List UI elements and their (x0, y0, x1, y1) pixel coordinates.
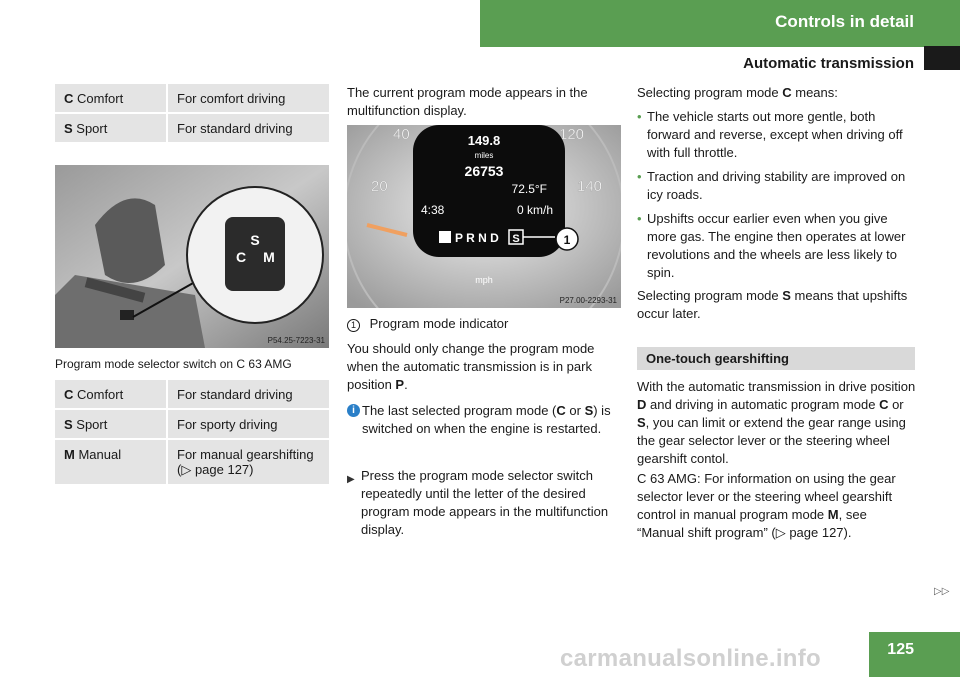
legend-item: 1 Program mode indicator (347, 315, 621, 333)
header-band (480, 0, 960, 46)
bullet-dot-icon: • (637, 169, 642, 184)
speed-readout: 0 km/h (516, 203, 553, 217)
intro-text: The current program mode appears in the multifunction display. (347, 85, 588, 118)
header-tab-marker (924, 46, 960, 70)
table-row: M Manual For manual gearshifting (▷ page 127) (55, 440, 329, 486)
gauge-40: 40 (393, 126, 410, 143)
park-note: You should only change the program mode when the automatic transmission is in park position P. (347, 341, 595, 392)
table-row: S Sport For standard driving (55, 114, 329, 144)
step-arrow-icon: ▶ (347, 474, 355, 485)
bullet-item: • Upshifts occur earlier even when you give more gas. The engine then operates at lower revolutions and the wheels are less likely to spin. (637, 211, 906, 280)
table-row: S Sport For sporty driving (55, 410, 329, 440)
table-row: C Comfort For standard driving (55, 380, 329, 410)
instrument-cluster-photo (347, 125, 621, 308)
gear-indicator: P R N D (455, 231, 499, 245)
odometer-unit: miles (474, 151, 494, 160)
header-rule (480, 46, 960, 47)
instruction-step: ▶ Press the program mode selector switch repeatedly until the letter of the desired program mode appears in the multifunction display. (347, 468, 609, 537)
page-number-box (869, 632, 960, 677)
gauge-120: 120 (559, 126, 585, 143)
switch-s-label: S (250, 232, 260, 248)
speed-unit: mph (475, 275, 493, 285)
section-heading-bar: One-touch gearshifting (637, 347, 915, 370)
mode-s-text: Selecting program mode S means that upshifts occur later. (637, 288, 908, 321)
callout-number: 1 (563, 233, 571, 247)
photo-caption: Program mode selector switch on C 63 AMG (55, 357, 292, 371)
bullet-item: • Traction and driving stability are improved on icy roads. (637, 169, 906, 202)
table-row: C Comfort For comfort driving (55, 84, 329, 114)
photo-code: P54.25-7223-31 (267, 336, 325, 345)
bullet-item: • The vehicle starts out more gentle, both forward and reverse, except when driving off with full throttle. (637, 109, 903, 160)
temperature: 72.5°F (511, 182, 547, 196)
odometer-value: 149.8 (467, 133, 501, 148)
page-ref-link[interactable]: (▷ page 127) (177, 462, 254, 477)
bullet-dot-icon: • (637, 109, 642, 124)
selector-switch-photo (55, 165, 329, 348)
amg-paragraph: C 63 AMG: For information on using the gear selector lever or the steering wheel gearshift control in manual program mode M, see “Manual shift program” (▷ page 127). (637, 471, 896, 540)
subsection-title: Automatic transmission (743, 55, 914, 72)
watermark: carmanualsonline.info (560, 645, 822, 672)
gauge-20: 20 (371, 178, 388, 195)
continued-icon: ▷▷ (934, 586, 950, 597)
gearshift-paragraph: With the automatic transmission in drive position D and driving in automatic program mode C or S, you can limit or extend the gear range using the gear selector lever or the steering wheel gearshift contol. (637, 379, 916, 466)
bullet-dot-icon: • (637, 211, 642, 226)
info-icon: i (347, 404, 360, 417)
mode-indicator: S (512, 233, 520, 245)
photo-code: P27.00-2293-31 (559, 296, 617, 305)
info-note: i The last selected program mode (C or S) is switched on when the engine is restarted. (347, 402, 621, 438)
switch-m-label: M (263, 249, 275, 265)
trip-value: 26753 (464, 163, 504, 179)
switch-c-label: C (235, 249, 247, 265)
page-number: 125 (887, 641, 914, 658)
mode-table-amg (55, 380, 329, 486)
callout-marker: 1 (347, 319, 360, 332)
clock: 4:38 (421, 203, 445, 217)
mode-c-heading: Selecting program mode C means: (637, 85, 838, 100)
gauge-140: 140 (577, 178, 603, 195)
mode-table-standard (55, 84, 329, 144)
section-title: Controls in detail (775, 12, 914, 31)
